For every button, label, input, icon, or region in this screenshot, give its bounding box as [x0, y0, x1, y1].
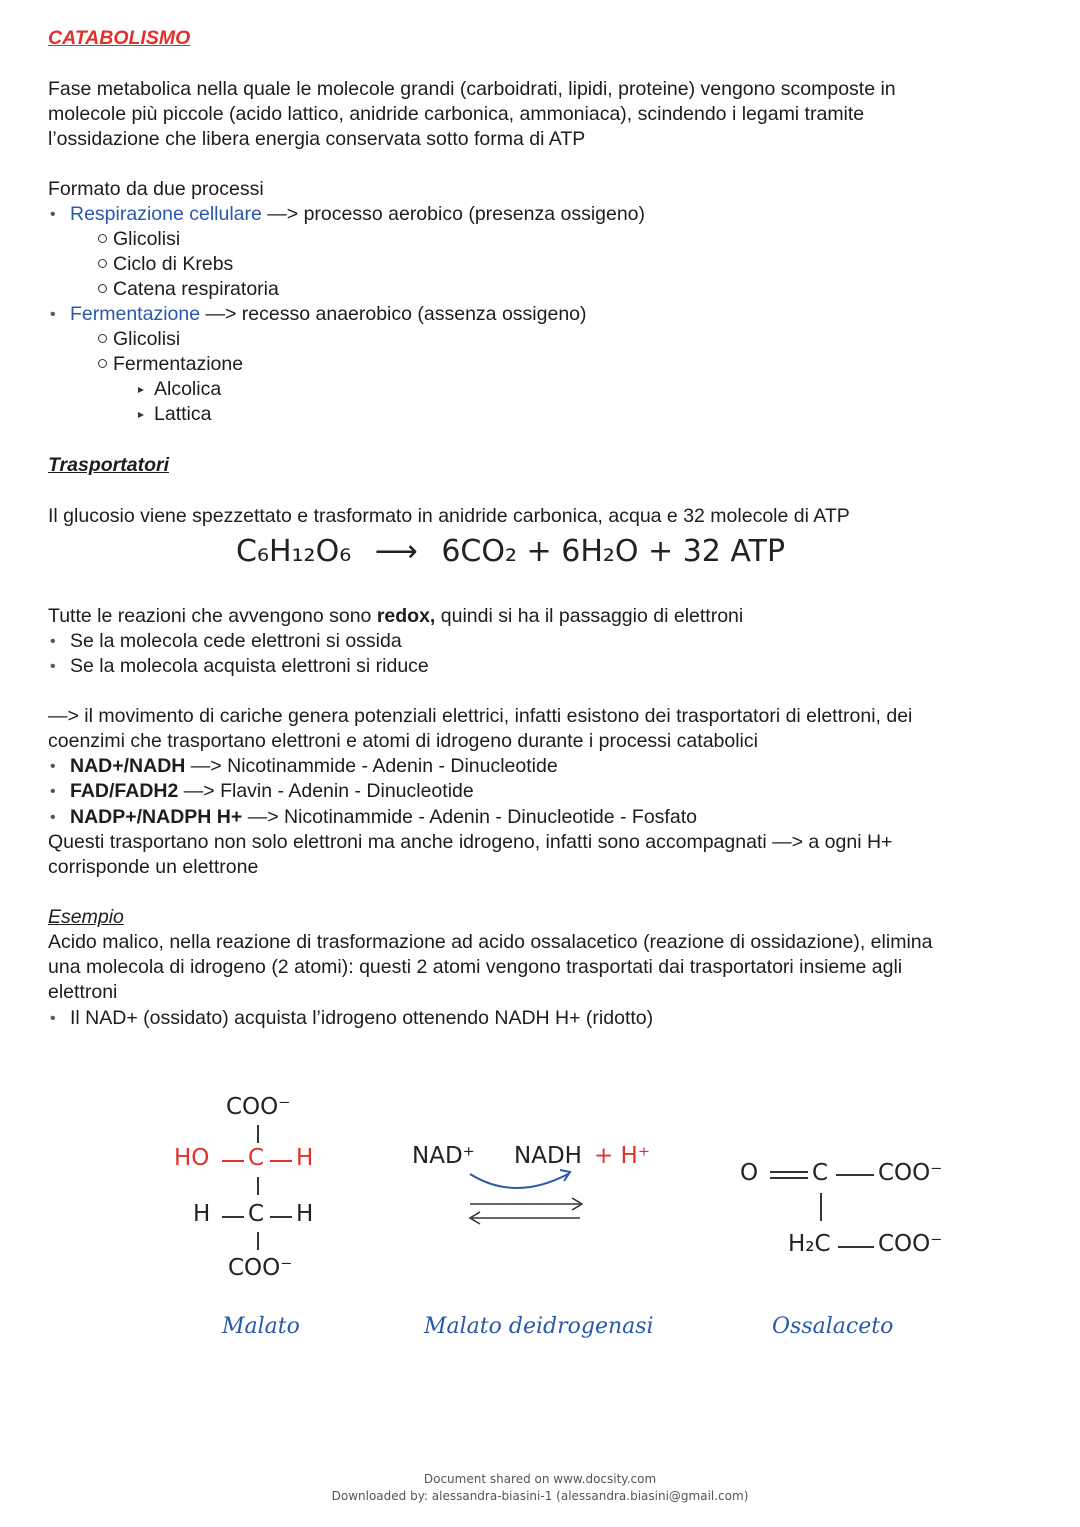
redox-bold: redox,: [376, 605, 436, 627]
nad-label: NAD⁺: [412, 1143, 475, 1169]
list-item: Se la molecola cede elettroni si ossida: [70, 630, 402, 652]
page-title: CATABOLISMO: [48, 27, 191, 49]
malate-hydrogen: H: [193, 1201, 211, 1227]
circle-bullet-icon: [98, 359, 107, 368]
processes-lead: Formato da due processi: [48, 178, 264, 200]
list-item-label: Glicolisi: [113, 228, 181, 250]
bond-line: [257, 1177, 259, 1195]
carrier-desc: —> Flavin - Adenin - Dinucleotide: [178, 780, 474, 802]
example-point: Il NAD+ (ossidato) acquista l’idrogeno ottenendo NADH H+ (ridotto): [70, 1007, 654, 1029]
movement-line-2: coenzimi che trasportano elettroni e atomi di idrogeno durante i processi catabolici: [48, 730, 758, 752]
redox-text: Tutte le reazioni che avvengono sono: [48, 605, 377, 627]
oxaloacetate-methylene: H₂C: [788, 1231, 831, 1257]
list-item-label: Catena respiratoria: [113, 278, 279, 300]
equation-reactant: C₆H₁₂O₆: [236, 534, 352, 569]
example-label: Esempio: [48, 906, 124, 928]
bullet: •: [50, 758, 56, 775]
bullet: •: [50, 306, 56, 323]
malate-carbon: C: [248, 1145, 265, 1171]
example-line-2: una molecola di idrogeno (2 atomi): questi 2 atomi vengono trasportati dai trasportatori insieme agli: [48, 956, 903, 978]
example-line-3: elettroni: [48, 981, 118, 1003]
carrier-item: [70, 754, 558, 779]
bullet: •: [50, 658, 56, 675]
malate-hydrogen: H: [296, 1201, 314, 1227]
list-item: [98, 277, 279, 302]
malate-top-carboxylate: COO⁻: [226, 1094, 291, 1120]
bullet: •: [50, 206, 56, 223]
process-fermentazione: [70, 302, 587, 327]
carrier-desc: —> Nicotinammide - Adenin - Dinucleotide - Fosfato: [242, 806, 697, 828]
reaction-arrows-icon: [440, 1160, 610, 1240]
bond-line: [770, 1177, 808, 1179]
equation-arrow: ⟶: [374, 534, 418, 569]
bond-line: [838, 1246, 874, 1248]
list-item: [98, 252, 233, 277]
bond-line: [270, 1216, 292, 1218]
intro-line-2: molecole più piccole (acido lattico, anidride carbonica, ammoniaca), scindendo i legami tramite: [48, 103, 865, 125]
malate-hydrogen: H: [296, 1145, 314, 1171]
glucose-sentence: Il glucosio viene spezzettato e trasformato in anidride carbonica, acqua e 32 molecole di ATP: [48, 505, 850, 527]
circle-bullet-icon: [98, 334, 107, 343]
bond-line: [820, 1193, 822, 1221]
carrier-name: NADP+/NADPH H+: [70, 806, 243, 828]
process-desc: —> processo aerobico (presenza ossigeno): [261, 203, 646, 225]
accompanied-line-1: Questi trasportano non solo elettroni ma anche idrogeno, infatti sono accompagnati —> a ogni H+: [48, 831, 893, 853]
list-item: [138, 402, 211, 427]
carrier-name: FAD/FADH2: [70, 780, 179, 802]
triangle-bullet-icon: [138, 412, 144, 418]
redox-sentence: [48, 604, 743, 629]
bond-line: [257, 1125, 259, 1143]
equation-products: 6CO₂ + 6H₂O + 32 ATP: [441, 534, 786, 569]
carrier-item: [70, 779, 474, 804]
oxaloacetate-carboxylate: COO⁻: [878, 1160, 943, 1186]
process-name: Fermentazione: [70, 303, 201, 325]
bullet: •: [50, 1010, 56, 1027]
malate-bottom-carboxylate: COO⁻: [228, 1255, 293, 1281]
list-item-label: Fermentazione: [113, 353, 244, 375]
malate-hydroxyl: HO: [174, 1145, 210, 1171]
circle-bullet-icon: [98, 259, 107, 268]
footer-shared: Document shared on www.docsity.com: [423, 1472, 657, 1486]
malate-carbon: C: [248, 1201, 265, 1227]
oxaloacetate-carboxylate: COO⁻: [878, 1231, 943, 1257]
list-item-label: Lattica: [154, 403, 212, 425]
bond-line: [222, 1216, 244, 1218]
bullet: •: [50, 633, 56, 650]
list-item: [98, 327, 180, 352]
nadh-text: NADH: [514, 1143, 582, 1169]
list-item-label: Alcolica: [154, 378, 222, 400]
process-desc: —> recesso anaerobico (assenza ossigeno): [200, 303, 587, 325]
list-item: [98, 227, 180, 252]
bond-line: [836, 1174, 874, 1176]
intro-line-1: Fase metabolica nella quale le molecole grandi (carboidrati, lipidi, proteine) vengono scomposte in: [48, 78, 896, 100]
malate-label: Malato: [222, 1314, 300, 1339]
proton-text: + H⁺: [593, 1143, 650, 1169]
carrier-desc: —> Nicotinammide - Adenin - Dinucleotide: [185, 755, 558, 777]
oxaloacetate-carbon: C: [812, 1160, 829, 1186]
redox-text: quindi si ha il passaggio di elettroni: [435, 605, 744, 627]
list-item-label: Ciclo di Krebs: [113, 253, 234, 275]
bond-line: [222, 1160, 244, 1162]
process-respirazione: [70, 202, 645, 227]
bond-line: [770, 1171, 808, 1173]
list-item-label: Glicolisi: [113, 328, 181, 350]
section-heading-trasportatori: Trasportatori: [48, 454, 169, 476]
intro-line-3: l’ossidazione che libera energia conservata sotto forma di ATP: [48, 128, 586, 150]
list-item: [98, 352, 243, 377]
list-item: Se la molecola acquista elettroni si riduce: [70, 655, 429, 677]
triangle-bullet-icon: [138, 387, 144, 393]
oxaloacetate-label: Ossalaceto: [772, 1314, 894, 1339]
circle-bullet-icon: [98, 284, 107, 293]
oxaloacetate-oxygen: O: [740, 1160, 759, 1186]
list-item: [138, 377, 221, 402]
footer-downloaded: Downloaded by: alessandra-biasini-1 (alessandra.biasini@gmail.com): [331, 1489, 749, 1503]
bond-line: [257, 1232, 259, 1250]
carrier-item: [70, 805, 697, 830]
bullet: •: [50, 809, 56, 826]
bond-line: [270, 1160, 292, 1162]
circle-bullet-icon: [98, 234, 107, 243]
carrier-name: NAD+/NADH: [70, 755, 186, 777]
glucose-equation: [236, 534, 785, 569]
bullet: •: [50, 783, 56, 800]
movement-line-1: —> il movimento di cariche genera potenziali elettrici, infatti esistono dei trasportatori di elettroni, dei: [48, 705, 913, 727]
process-name: Respirazione cellulare: [70, 203, 262, 225]
enzyme-label: Malato deidrogenasi: [424, 1314, 654, 1339]
example-line-1: Acido malico, nella reazione di trasformazione ad acido ossalacetico (reazione di ossidazione), elimina: [48, 931, 933, 953]
accompanied-line-2: corrisponde un elettrone: [48, 856, 259, 878]
curved-arrow-icon: [470, 1174, 568, 1188]
